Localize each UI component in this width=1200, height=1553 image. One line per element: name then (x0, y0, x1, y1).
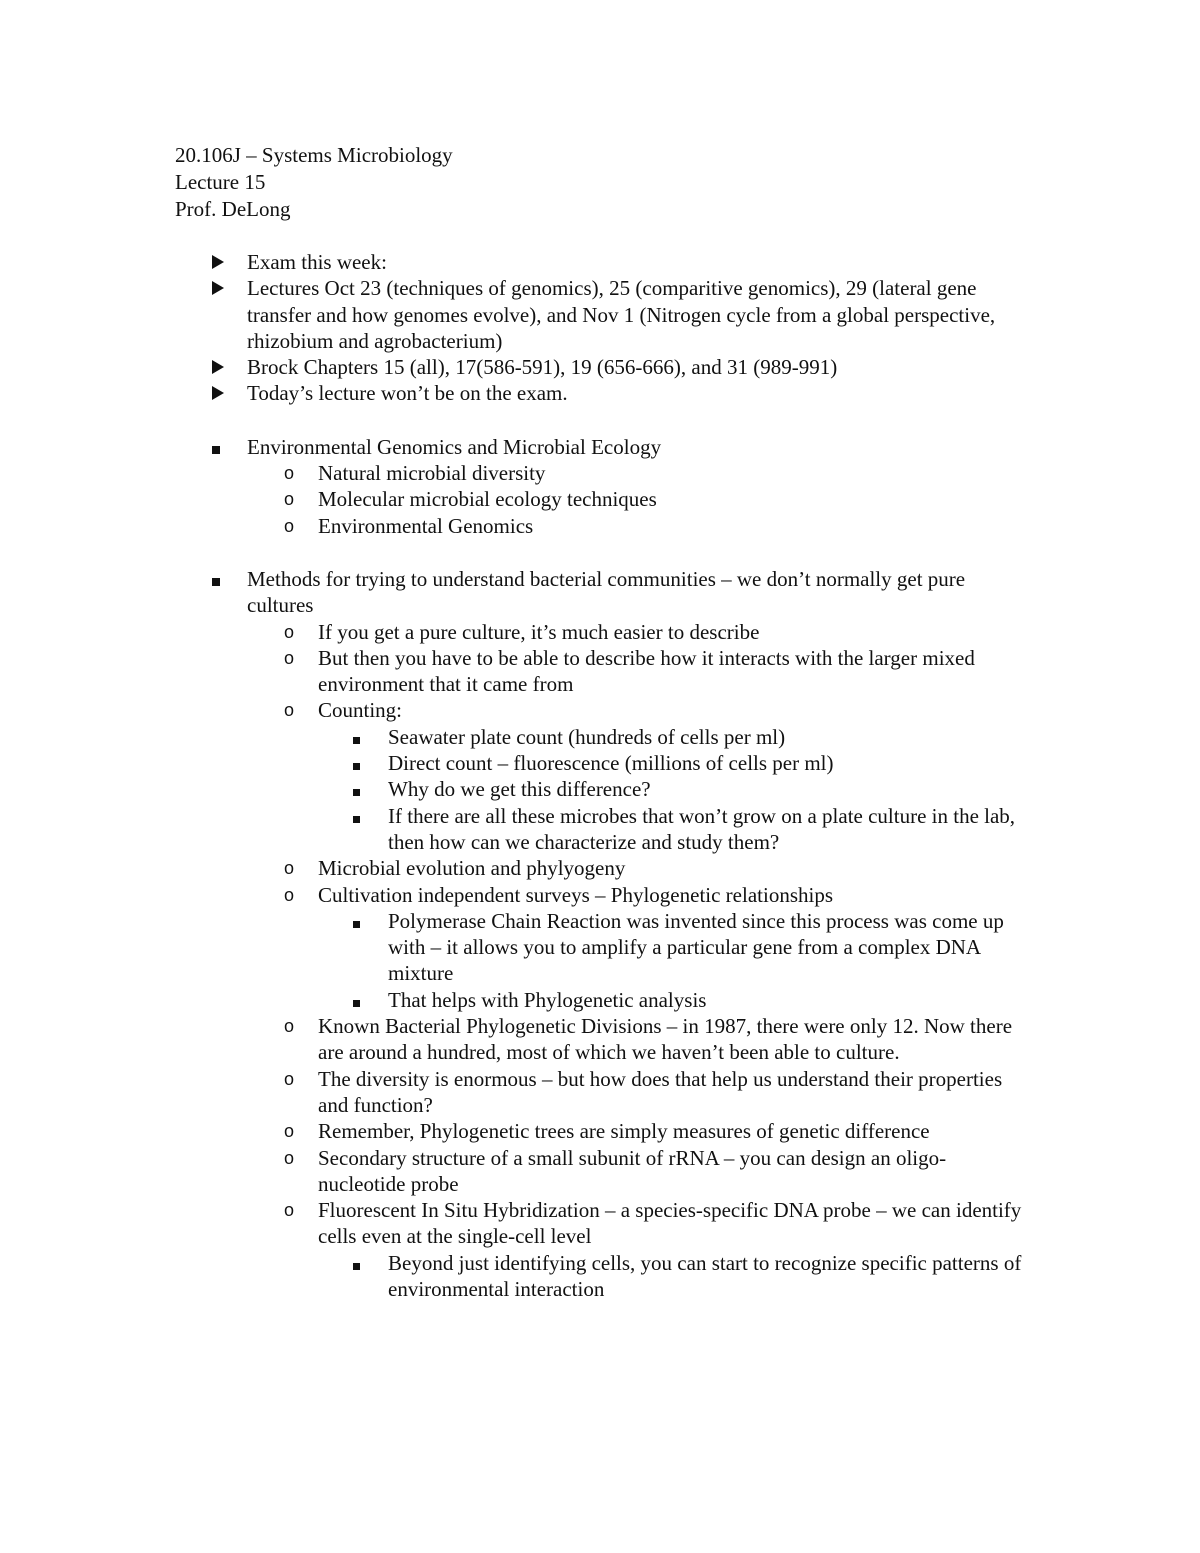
square-bullet-icon (353, 776, 360, 802)
topic-subitem: o Natural microbial diversity (284, 461, 546, 486)
circle-bullet-icon: o (284, 884, 295, 905)
section-spacer (0, 539, 1200, 566)
lecture-number: Lecture 15 (175, 170, 266, 194)
circle-bullet-icon: o (284, 1068, 295, 1089)
methods-subitem: o Remember, Phylogenetic trees are simply measures of genetic difference (284, 1119, 930, 1144)
square-bullet-icon (353, 724, 360, 750)
methods-subitem: o Microbial evolution and phylyogeny (284, 856, 626, 881)
course-title: 20.106J – Systems Microbiology (175, 143, 453, 167)
exam-item: Today’s lecture won’t be on the exam. (0, 380, 1022, 406)
square-bullet-icon (353, 803, 360, 829)
counting-item: Why do we get this difference? (0, 776, 1022, 802)
circle-bullet-icon: o (284, 858, 295, 879)
circle-bullet-icon: o (284, 1121, 295, 1142)
exam-item: Brock Chapters 15 (all), 17(586-591), 19 (656-666), and 31 (989-991) (0, 354, 1022, 380)
arrow-bullet-icon (212, 275, 224, 301)
fish-item: Beyond just identifying cells, you can start to recognize specific patterns of environmental interaction (0, 1250, 1022, 1303)
section-spacer (0, 407, 1200, 434)
notes-body (0, 249, 1200, 1302)
surveys-item: Polymerase Chain Reaction was invented since this process was come up with – it allows you to amplify a particular gene from a complex DNA mixture (0, 908, 1022, 987)
methods-subitem: o Fluorescent In Situ Hybridization – a species-specific DNA probe – we can identify cells even at the single-cell level (284, 1198, 1022, 1249)
square-bullet-icon (212, 434, 220, 460)
circle-bullet-icon: o (284, 489, 295, 510)
methods-subitem: o If you get a pure culture, it’s much easier to describe (284, 619, 760, 644)
square-bullet-icon (212, 566, 220, 592)
square-bullet-icon (353, 987, 360, 1013)
circle-bullet-icon: o (284, 621, 295, 642)
square-bullet-icon (353, 908, 360, 934)
circle-bullet-icon: o (284, 463, 295, 484)
exam-item: Lectures Oct 23 (techniques of genomics), 25 (comparitive genomics), 29 (lateral gene transfer and how genomes evolve), and Nov 1 (Nitrogen cycle from a global perspective, rhizobium and agrobacterium) (0, 275, 1022, 354)
circle-bullet-icon: o (284, 1200, 295, 1221)
methods-subitem: o Counting: (284, 698, 403, 723)
professor-name: Prof. DeLong (175, 197, 291, 221)
methods-subitem: o Known Bacterial Phylogenetic Divisions – in 1987, there were only 12. Now there are around a hundred, most of which we haven’t been able to culture. (284, 1014, 1013, 1065)
surveys-item: That helps with Phylogenetic analysis (0, 987, 1022, 1013)
methods-subitem: o But then you have to be able to describe how it interacts with the larger mixed environment that it came from (284, 645, 975, 697)
topic-subitem: o Molecular microbial ecology techniques (284, 487, 657, 512)
circle-bullet-icon: o (284, 700, 295, 721)
arrow-bullet-icon (212, 354, 224, 380)
topic-heading: Environmental Genomics and Microbial Ecology (0, 434, 1022, 460)
counting-item: If there are all these microbes that won’t grow on a plate culture in the lab, then how can we characterize and study them? (0, 803, 1022, 856)
document-header (175, 142, 453, 223)
counting-item: Seawater plate count (hundreds of cells per ml) (0, 724, 1022, 750)
methods-heading: Methods for trying to understand bacterial communities – we don’t normally get pure cultures (0, 566, 1022, 619)
square-bullet-icon (353, 750, 360, 776)
exam-item: Exam this week: (0, 249, 1022, 275)
methods-subitem: o Secondary structure of a small subunit of rRNA – you can design an oligo-nucleotide probe (284, 1145, 947, 1196)
methods-subitem: o Cultivation independent surveys – Phylogenetic relationships (284, 882, 834, 907)
circle-bullet-icon: o (284, 647, 295, 668)
square-bullet-icon (353, 1250, 360, 1276)
arrow-bullet-icon (212, 249, 224, 275)
arrow-bullet-icon (212, 380, 224, 406)
circle-bullet-icon: o (284, 515, 295, 536)
counting-item: Direct count – fluorescence (millions of cells per ml) (0, 750, 1022, 776)
circle-bullet-icon: o (284, 1147, 295, 1168)
methods-subitem: o The diversity is enormous – but how does that help us understand their properties and function? (284, 1066, 1003, 1117)
circle-bullet-icon: o (284, 1016, 295, 1037)
topic-subitem: o Environmental Genomics (284, 513, 534, 538)
